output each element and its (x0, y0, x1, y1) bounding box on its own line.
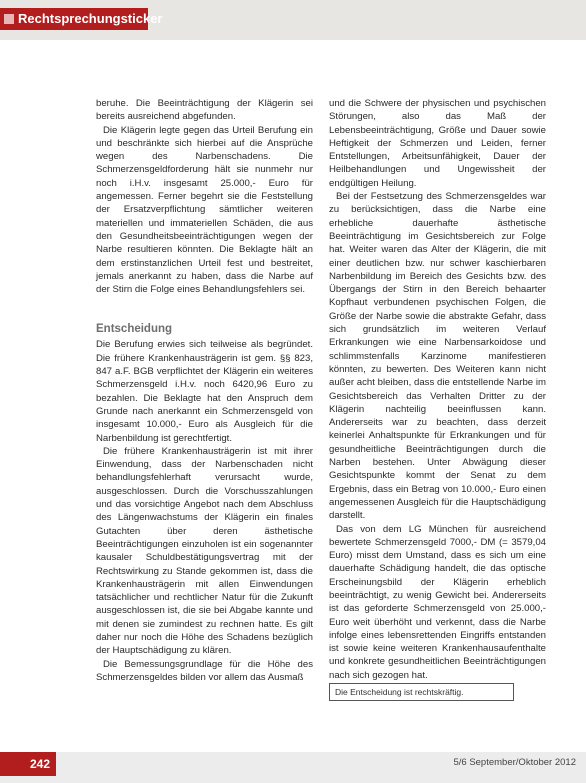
page-number: 242 (0, 752, 56, 776)
right-column (329, 97, 546, 682)
paragraph: Die Bemessungsgrundlage für die Höhe des Schmerzensgeldes bilden vor allem das Ausmaß (96, 658, 313, 683)
paragraph: beruhe. Die Beeinträchtigung der Klägerin sei bereits ausreichend abgefunden. (96, 98, 313, 123)
paragraph: und die Schwere der physischen und psychischen Störungen, also das Maß der Lebensbeeinträchtigung, Größe und Dauer sowie Heftigkeit der Schmerzen und Leiden, ferner Entstellungen, Arbeitsunfähigkeit, Dauer der Heilbehandlungen und Ungewissheit der endgültigen Heilung. (329, 98, 546, 189)
paragraph: Die Berufung erwies sich teilweise als begründet. Die frühere Krankenhausträgerin ist gem. §§ 823, 847 a.F. BGB verpflichtet der Klägerin ein weiteres Schmerzensgeld i.H.v. noch 6420,96 Euro zu bezahlen. Die Beklagte hat den Anspruch dem Grunde nach anerkannt ein Schmerzensgeld von insgesamt 10.000,- Euro als Ausgleich für die Narbenbildung ist gerechtfertigt. (96, 339, 313, 444)
legal-status-note: Die Entscheidung ist rechtskräftig. (329, 683, 514, 701)
square-icon (4, 14, 14, 24)
section-title: Rechtsprechungsticker (18, 11, 163, 26)
paragraph: Die Klägerin legte gegen das Urteil Berufung ein und beschränkte sich hierbei auf die Ansprüche wegen des Narbenschadens. Die Schmerzensgeldforderung hält sie nunmehr nur noch i.H.v. insgesamt 25.000,- Euro für angemessen. Ferner begehrt sie die Feststellung der Ersatzverpflichtung sämtlicher weiteren materiellen und immateriellen Schäden, die aus den Gesundheitsbeeinträchtigungen wegen der Narbe resultieren könnten. Die Beklagte hält an dem erstinstanzlichen Urteil fest und bestreitet, jemals anerkannt zu haben, dass die Narbe auf der Stirn die Folge eines Behandlungsfehlers sei. (96, 124, 313, 296)
left-column (96, 97, 313, 684)
section-heading: Entscheidung (96, 323, 173, 336)
issue-label: 5/6 September/Oktober 2012 (453, 757, 576, 768)
section-header (0, 8, 163, 30)
paragraph: Die frühere Krankenhausträgerin ist mit ihrer Einwendung, dass der Narbenschaden nicht behandlungsfehlerhaft verursacht wurde, ausgeschlossen. Durch die Vorschusszahlungen und das vorsichtige Angebot nach dem Abschluss des Längenwachstums der Klägerin ein finales Gutachten über deren ästhetische Beeinträchtigungen einzuholen ist ein sogenannter kausaler Schuldbestätigungsvertrag mit der Rechtswirkung zu Stande gekommen ist, dass die Krankenhausträgerin mit allen Einwendungen tatsächlicher und rechtlicher Natur für die Zukunft ausgeschlossen ist, die sie bei Abgabe kannte und mit denen sie zumindest zu rechnen hatte. Es gilt daher nur noch die Höhe des Schadens bezüglich der Hauptschädigung zu klären. (96, 445, 313, 657)
paragraph: Das von dem LG München für ausreichend bewertete Schmerzensgeld 7000,- DM (= 3579,04 Euro) misst dem Umstand, dass es sich um eine dauerhafte Schädigung handelt, die das optische Erscheinungsbild der Klägerin erheblich beeinträchtigt, zu wenig Gewicht bei. Andererseits ist das geforderte Schmerzensgeld von 25.000,- Euro weit überhöht und verkennt, dass die Narbe infolge eines lebensrettenden Eingriffs entstanden ist sowie keine weiteren Krankenhausaufenthalte und konkrete gesundheitlichen Beeinträchtigungen nach sich gezogen hat. (329, 523, 546, 681)
paragraph: Bei der Festsetzung des Schmerzensgeldes war zu berücksichtigen, dass die Narbe eine erhebliche dauerhafte ästhetische Beeinträchtigung im Gesichtsbereich zur Folge hat. Weiter waren das Alter der Klägerin, die mit einer deutlichen bzw. nur schwer kaschierbaren Narbenbildung im Bereich des Gesichts bzw. des Übergangs der Stirn in den Bereich behaarter Kopfhaut verbundenen psychischen Folgen, die Größe der Narbe sowie die abstrakte Gefahr, dass sich grundsätzlich im weiteren Verlauf Erkrankungen wie eine Narbensarkoidose und schlimmstenfalls Karzinome manifestieren könnten, zu bewerten. Des Weiteren kann nicht außer acht bleiben, dass die entstellende Narbe im Gesichtsbereich das Verhalten Dritter zu der Klägerin nachteilig beeinflussen kann. Andererseits war zu beachten, dass derzeit keinerlei Anhaltspunkte für Erkrankungen und für gesundheitliche Beeinträchtigungen durch die Narben bestehen. Unter Abwägung dieser Gesichtspunkte kommt der Senat zu dem Ergebnis, dass ein Betrag von 10.000,- Euro einen angemessenen Ausgleich für die Hauptschädigung darstellt. (329, 191, 546, 522)
